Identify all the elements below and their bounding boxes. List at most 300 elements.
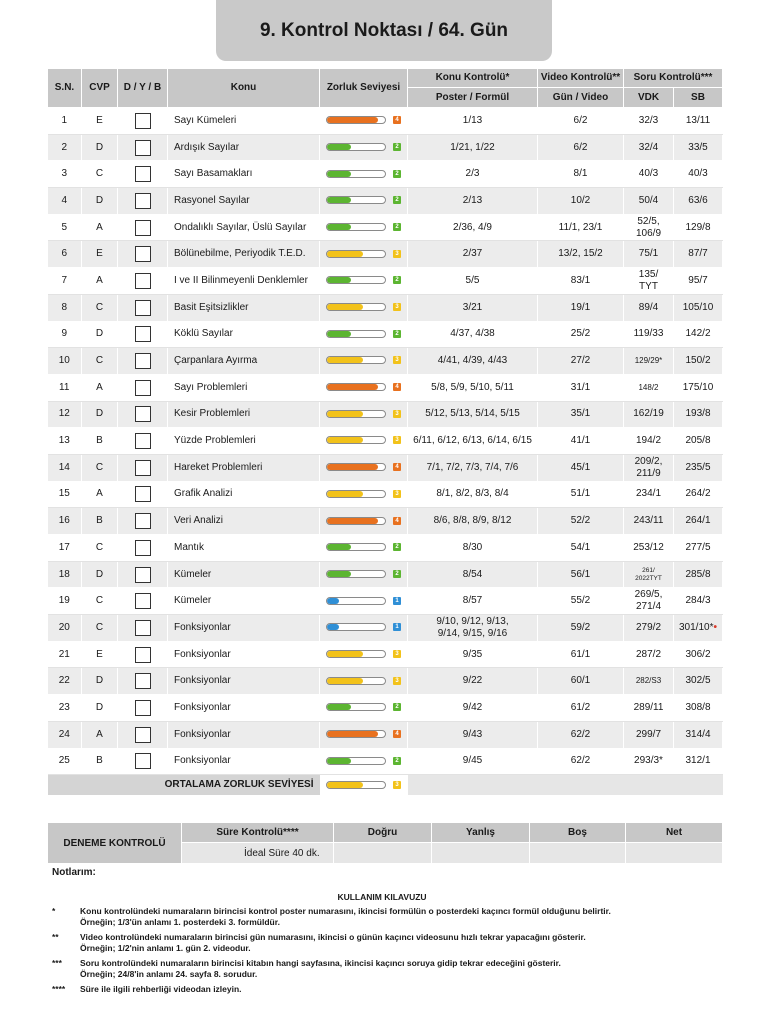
- row-sb-text: 277/5: [685, 541, 711, 553]
- row-number: 23: [48, 695, 82, 722]
- row-number: 1: [48, 108, 82, 135]
- difficulty-badge: 2: [393, 330, 401, 338]
- header-sn: S.N.: [48, 69, 82, 108]
- difficulty-track: [326, 223, 386, 231]
- table-row: [48, 561, 723, 588]
- table-row: [48, 348, 723, 375]
- dogru-field[interactable]: [334, 843, 432, 864]
- difficulty-fill: [327, 571, 351, 577]
- row-answer: D: [82, 401, 118, 428]
- row-difficulty: [320, 588, 408, 615]
- row-number: 15: [48, 481, 82, 508]
- dyb-checkbox[interactable]: [135, 460, 151, 476]
- row-dyb-cell: [118, 321, 168, 348]
- row-answer: C: [82, 161, 118, 188]
- row-difficulty: [320, 695, 408, 722]
- exam-header-dogru: Doğru: [334, 823, 432, 843]
- table-row: [48, 134, 723, 161]
- difficulty-track: [326, 250, 386, 258]
- row-topic: Fonksiyonlar: [168, 641, 320, 668]
- difficulty-badge: 2: [393, 276, 401, 284]
- difficulty-track: [326, 276, 386, 284]
- difficulty-badge: 1: [393, 597, 401, 605]
- row-poster: 2/13: [408, 188, 538, 215]
- row-dyb-cell: [118, 214, 168, 241]
- row-video: 61/1: [538, 641, 624, 668]
- difficulty-badge: 3: [393, 356, 401, 364]
- dyb-checkbox[interactable]: [135, 353, 151, 369]
- row-sb: [674, 721, 723, 748]
- difficulty-fill: [327, 224, 351, 230]
- row-sb-text: 150/2: [685, 355, 711, 367]
- row-sb: [674, 214, 723, 241]
- difficulty-fill: [327, 782, 363, 788]
- sb-mark: •: [713, 621, 717, 633]
- average-filler: [408, 775, 723, 796]
- difficulty-fill: [327, 491, 363, 497]
- row-sb: [674, 588, 723, 615]
- header-gun-video: Gün / Video: [538, 88, 624, 108]
- row-sb-text: 301/10*: [679, 621, 714, 633]
- dyb-checkbox[interactable]: [135, 220, 151, 236]
- difficulty-badge: 2: [393, 543, 401, 551]
- row-vdk: 148/2: [624, 374, 674, 401]
- row-vdk: 293/3*: [624, 748, 674, 775]
- difficulty-badge: 3: [393, 436, 401, 444]
- row-sb-text: 302/5: [685, 675, 711, 687]
- row-topic: Sayı Problemleri: [168, 374, 320, 401]
- guide-example: Örneğin; 1/2'nin anlamı 1. gün 2. videodur.: [80, 943, 251, 953]
- row-answer: D: [82, 695, 118, 722]
- row-video: 6/2: [538, 108, 624, 135]
- row-topic: Fonksiyonlar: [168, 668, 320, 695]
- row-difficulty: [320, 641, 408, 668]
- dyb-checkbox[interactable]: [135, 166, 151, 182]
- difficulty-bar: [326, 223, 401, 231]
- row-answer: C: [82, 588, 118, 615]
- difficulty-badge: 3: [393, 781, 401, 789]
- difficulty-bar: [326, 116, 401, 124]
- row-number: 21: [48, 641, 82, 668]
- row-vdk: 162/19: [624, 401, 674, 428]
- difficulty-badge: 3: [393, 410, 401, 418]
- row-number: 4: [48, 188, 82, 215]
- difficulty-track: [326, 570, 386, 578]
- table-row: [48, 721, 723, 748]
- row-dyb-cell: [118, 348, 168, 375]
- difficulty-bar: [326, 410, 401, 418]
- row-number: 24: [48, 721, 82, 748]
- row-number: 11: [48, 374, 82, 401]
- row-vdk: 119/33: [624, 321, 674, 348]
- row-video: 41/1: [538, 428, 624, 455]
- row-topic: Sayı Basamakları: [168, 161, 320, 188]
- dyb-checkbox[interactable]: [135, 647, 151, 663]
- dyb-checkbox[interactable]: [135, 380, 151, 396]
- row-sb: [674, 241, 723, 268]
- row-video: 10/2: [538, 188, 624, 215]
- guide-text: Video kontrolündeki numaraların birincisi gün numarasını, ikincisi o günün kaçıncı videosunu hızlı tekrar yapacağını gösterir.: [80, 932, 586, 942]
- table-row: [48, 268, 723, 295]
- row-vdk: 209/2, 211/9: [624, 454, 674, 481]
- row-sb: [674, 188, 723, 215]
- row-sb-text: 13/11: [685, 114, 711, 126]
- row-topic: Hareket Problemleri: [168, 454, 320, 481]
- row-sb: [674, 268, 723, 295]
- difficulty-track: [326, 463, 386, 471]
- row-topic: Çarpanlara Ayırma: [168, 348, 320, 375]
- difficulty-badge: 3: [393, 490, 401, 498]
- dyb-checkbox[interactable]: [135, 193, 151, 209]
- dyb-checkbox[interactable]: [135, 273, 151, 289]
- row-topic: Kümeler: [168, 561, 320, 588]
- difficulty-track: [326, 781, 386, 789]
- row-difficulty: [320, 348, 408, 375]
- dyb-checkbox[interactable]: [135, 620, 151, 636]
- dyb-checkbox[interactable]: [135, 140, 151, 156]
- row-number: 9: [48, 321, 82, 348]
- row-poster: 4/41, 4/39, 4/43: [408, 348, 538, 375]
- row-answer: D: [82, 134, 118, 161]
- row-difficulty: [320, 748, 408, 775]
- row-difficulty: [320, 561, 408, 588]
- row-topic: Fonksiyonlar: [168, 721, 320, 748]
- row-answer: B: [82, 508, 118, 535]
- row-dyb-cell: [118, 134, 168, 161]
- table-row: [48, 454, 723, 481]
- row-dyb-cell: [118, 535, 168, 562]
- row-video: 45/1: [538, 454, 624, 481]
- row-sb: [674, 321, 723, 348]
- row-dyb-cell: [118, 428, 168, 455]
- dyb-checkbox[interactable]: [135, 246, 151, 262]
- exam-table: [47, 822, 723, 864]
- row-answer: E: [82, 108, 118, 135]
- difficulty-fill: [327, 251, 363, 257]
- row-difficulty: [320, 401, 408, 428]
- notes-label: Notlarım:: [52, 867, 96, 878]
- exam-header-sure: Süre Kontrolü****: [182, 823, 334, 843]
- row-sb: [674, 668, 723, 695]
- row-vdk: 279/2: [624, 615, 674, 642]
- row-vdk: 32/4: [624, 134, 674, 161]
- difficulty-track: [326, 597, 386, 605]
- header-soru-kontrolu: Soru Kontrolü***: [624, 69, 723, 88]
- row-sb: [674, 374, 723, 401]
- table-row: [48, 188, 723, 215]
- table-row: [48, 481, 723, 508]
- row-difficulty: [320, 615, 408, 642]
- row-difficulty: [320, 161, 408, 188]
- row-vdk: 75/1: [624, 241, 674, 268]
- difficulty-badge: 2: [393, 757, 401, 765]
- row-sb: [674, 561, 723, 588]
- row-poster: 9/42: [408, 695, 538, 722]
- row-answer: A: [82, 721, 118, 748]
- row-dyb-cell: [118, 454, 168, 481]
- row-sb: [674, 348, 723, 375]
- exam-header-bos: Boş: [530, 823, 626, 843]
- row-sb-text: 314/4: [685, 728, 711, 740]
- difficulty-track: [326, 383, 386, 391]
- difficulty-bar: [326, 543, 401, 551]
- row-poster: 5/8, 5/9, 5/10, 5/11: [408, 374, 538, 401]
- dyb-checkbox[interactable]: [135, 513, 151, 529]
- difficulty-track: [326, 757, 386, 765]
- yanlis-field[interactable]: [432, 843, 530, 864]
- row-answer: C: [82, 454, 118, 481]
- table-row: [48, 508, 723, 535]
- difficulty-track: [326, 730, 386, 738]
- difficulty-badge: 4: [393, 463, 401, 471]
- row-answer: B: [82, 428, 118, 455]
- difficulty-badge: 2: [393, 570, 401, 578]
- row-difficulty: [320, 535, 408, 562]
- row-sb: [674, 294, 723, 321]
- row-video: 11/1, 23/1: [538, 214, 624, 241]
- difficulty-bar: [326, 250, 401, 258]
- difficulty-fill: [327, 518, 378, 524]
- row-video: 52/2: [538, 508, 624, 535]
- row-dyb-cell: [118, 241, 168, 268]
- difficulty-badge: 3: [393, 303, 401, 311]
- row-sb: [674, 428, 723, 455]
- row-difficulty: [320, 108, 408, 135]
- row-vdk: 89/4: [624, 294, 674, 321]
- row-answer: E: [82, 241, 118, 268]
- difficulty-bar: [326, 730, 401, 738]
- row-sb-text: 33/5: [688, 141, 708, 153]
- row-sb: [674, 161, 723, 188]
- row-difficulty: [320, 374, 408, 401]
- difficulty-track: [326, 436, 386, 444]
- row-poster: 9/35: [408, 641, 538, 668]
- row-dyb-cell: [118, 615, 168, 642]
- row-sb-text: 284/3: [685, 595, 711, 607]
- row-difficulty: [320, 214, 408, 241]
- row-video: 35/1: [538, 401, 624, 428]
- row-sb-text: 264/2: [685, 488, 711, 500]
- row-dyb-cell: [118, 161, 168, 188]
- guide-item: [52, 932, 712, 943]
- difficulty-track: [326, 623, 386, 631]
- table-row: [48, 748, 723, 775]
- difficulty-track: [326, 543, 386, 551]
- row-vdk: 135/ TYT: [624, 268, 674, 295]
- difficulty-bar: [326, 703, 401, 711]
- row-sb-text: 193/8: [685, 408, 711, 420]
- row-topic: Mantık: [168, 535, 320, 562]
- row-difficulty: [320, 508, 408, 535]
- row-vdk: 52/5, 106/9: [624, 214, 674, 241]
- difficulty-bar: [326, 677, 401, 685]
- row-topic: Basit Eşitsizlikler: [168, 294, 320, 321]
- dyb-checkbox[interactable]: [135, 300, 151, 316]
- row-vdk: 243/11: [624, 508, 674, 535]
- exam-header-yanlis: Yanlış: [432, 823, 530, 843]
- row-dyb-cell: [118, 294, 168, 321]
- difficulty-track: [326, 330, 386, 338]
- row-vdk: 261/ 2022TYT: [624, 561, 674, 588]
- difficulty-fill: [327, 357, 363, 363]
- dyb-checkbox[interactable]: [135, 567, 151, 583]
- difficulty-fill: [327, 598, 339, 604]
- row-difficulty: [320, 454, 408, 481]
- difficulty-bar: [326, 781, 401, 789]
- bos-field[interactable]: [530, 843, 626, 864]
- net-field[interactable]: [626, 843, 723, 864]
- table-row: [48, 535, 723, 562]
- table-row: [48, 588, 723, 615]
- difficulty-fill: [327, 277, 351, 283]
- dyb-checkbox[interactable]: [135, 727, 151, 743]
- row-sb: [674, 134, 723, 161]
- row-answer: D: [82, 321, 118, 348]
- row-sb-text: 306/2: [685, 648, 711, 660]
- row-sb-text: 205/8: [685, 435, 711, 447]
- row-topic: Sayı Kümeleri: [168, 108, 320, 135]
- row-number: 6: [48, 241, 82, 268]
- guide-mark: **: [52, 932, 59, 942]
- row-vdk: 50/4: [624, 188, 674, 215]
- row-poster: 5/12, 5/13, 5/14, 5/15: [408, 401, 538, 428]
- table-row: [48, 214, 723, 241]
- row-answer: B: [82, 748, 118, 775]
- header-poster-formul: Poster / Formül: [408, 88, 538, 108]
- row-vdk: 269/5, 271/4: [624, 588, 674, 615]
- difficulty-track: [326, 303, 386, 311]
- difficulty-bar: [326, 196, 401, 204]
- row-vdk: 194/2: [624, 428, 674, 455]
- usage-guide: [52, 892, 712, 995]
- dyb-checkbox[interactable]: [135, 113, 151, 129]
- dyb-checkbox[interactable]: [135, 593, 151, 609]
- row-poster: 6/11, 6/12, 6/13, 6/14, 6/15: [408, 428, 538, 455]
- difficulty-bar: [326, 143, 401, 151]
- difficulty-fill: [327, 651, 363, 657]
- row-poster: 8/30: [408, 535, 538, 562]
- row-vdk: 282/S3: [624, 668, 674, 695]
- difficulty-badge: 4: [393, 517, 401, 525]
- dyb-checkbox[interactable]: [135, 673, 151, 689]
- row-answer: C: [82, 348, 118, 375]
- header-cvp: CVP: [82, 69, 118, 108]
- row-topic: Yüzde Problemleri: [168, 428, 320, 455]
- row-vdk: 129/29*: [624, 348, 674, 375]
- row-dyb-cell: [118, 188, 168, 215]
- row-video: 59/2: [538, 615, 624, 642]
- row-sb: [674, 481, 723, 508]
- guide-item: [52, 984, 712, 995]
- row-poster: 7/1, 7/2, 7/3, 7/4, 7/6: [408, 454, 538, 481]
- row-sb-text: 87/7: [688, 248, 708, 260]
- row-poster: 9/10, 9/12, 9/13, 9/14, 9/15, 9/16: [408, 615, 538, 642]
- guide-items: [52, 906, 712, 995]
- dyb-checkbox[interactable]: [135, 540, 151, 556]
- difficulty-badge: 3: [393, 677, 401, 685]
- row-difficulty: [320, 428, 408, 455]
- difficulty-badge: 2: [393, 223, 401, 231]
- header-konu: Konu: [168, 69, 320, 108]
- table-row: [48, 294, 723, 321]
- table-row: [48, 668, 723, 695]
- row-difficulty: [320, 188, 408, 215]
- header-vdk: VDK: [624, 88, 674, 108]
- row-video: 56/1: [538, 561, 624, 588]
- difficulty-track: [326, 517, 386, 525]
- row-dyb-cell: [118, 641, 168, 668]
- row-vdk: 289/11: [624, 695, 674, 722]
- row-poster: 9/43: [408, 721, 538, 748]
- row-video: 31/1: [538, 374, 624, 401]
- row-number: 10: [48, 348, 82, 375]
- row-dyb-cell: [118, 374, 168, 401]
- header-zorluk: Zorluk Seviyesi: [320, 69, 408, 108]
- row-sb-text: 129/8: [685, 221, 711, 233]
- dyb-checkbox[interactable]: [135, 433, 151, 449]
- difficulty-badge: 2: [393, 703, 401, 711]
- dyb-checkbox[interactable]: [135, 326, 151, 342]
- row-video: 62/2: [538, 748, 624, 775]
- dyb-checkbox[interactable]: [135, 406, 151, 422]
- row-topic: Fonksiyonlar: [168, 748, 320, 775]
- dyb-checkbox[interactable]: [135, 700, 151, 716]
- difficulty-bar: [326, 356, 401, 364]
- row-topic: Rasyonel Sayılar: [168, 188, 320, 215]
- row-vdk: 253/12: [624, 535, 674, 562]
- row-poster: 3/21: [408, 294, 538, 321]
- difficulty-fill: [327, 624, 339, 630]
- row-video: 62/2: [538, 721, 624, 748]
- row-dyb-cell: [118, 695, 168, 722]
- difficulty-fill: [327, 678, 363, 684]
- row-difficulty: [320, 294, 408, 321]
- row-vdk: 299/7: [624, 721, 674, 748]
- difficulty-badge: 4: [393, 383, 401, 391]
- difficulty-bar: [326, 757, 401, 765]
- difficulty-bar: [326, 276, 401, 284]
- row-number: 18: [48, 561, 82, 588]
- difficulty-fill: [327, 758, 351, 764]
- row-sb-text: 308/8: [685, 701, 711, 713]
- difficulty-badge: 2: [393, 170, 401, 178]
- row-sb: [674, 401, 723, 428]
- row-dyb-cell: [118, 481, 168, 508]
- row-vdk: 40/3: [624, 161, 674, 188]
- row-answer: C: [82, 615, 118, 642]
- difficulty-badge: 2: [393, 143, 401, 151]
- row-sb: [674, 748, 723, 775]
- dyb-checkbox[interactable]: [135, 753, 151, 769]
- row-number: 13: [48, 428, 82, 455]
- row-number: 25: [48, 748, 82, 775]
- guide-example: Örneğin; 1/3'ün anlamı 1. posterdeki 3. formüldür.: [80, 917, 280, 927]
- row-dyb-cell: [118, 401, 168, 428]
- row-video: 27/2: [538, 348, 624, 375]
- row-number: 8: [48, 294, 82, 321]
- row-topic: Fonksiyonlar: [168, 695, 320, 722]
- dyb-checkbox[interactable]: [135, 486, 151, 502]
- row-number: 17: [48, 535, 82, 562]
- guide-mark: ****: [52, 984, 66, 994]
- table-row: [48, 321, 723, 348]
- row-video: 55/2: [538, 588, 624, 615]
- row-topic: Kesir Problemleri: [168, 401, 320, 428]
- row-sb-text: 63/6: [688, 194, 708, 206]
- row-sb: [674, 108, 723, 135]
- table-row: [48, 641, 723, 668]
- row-number: 3: [48, 161, 82, 188]
